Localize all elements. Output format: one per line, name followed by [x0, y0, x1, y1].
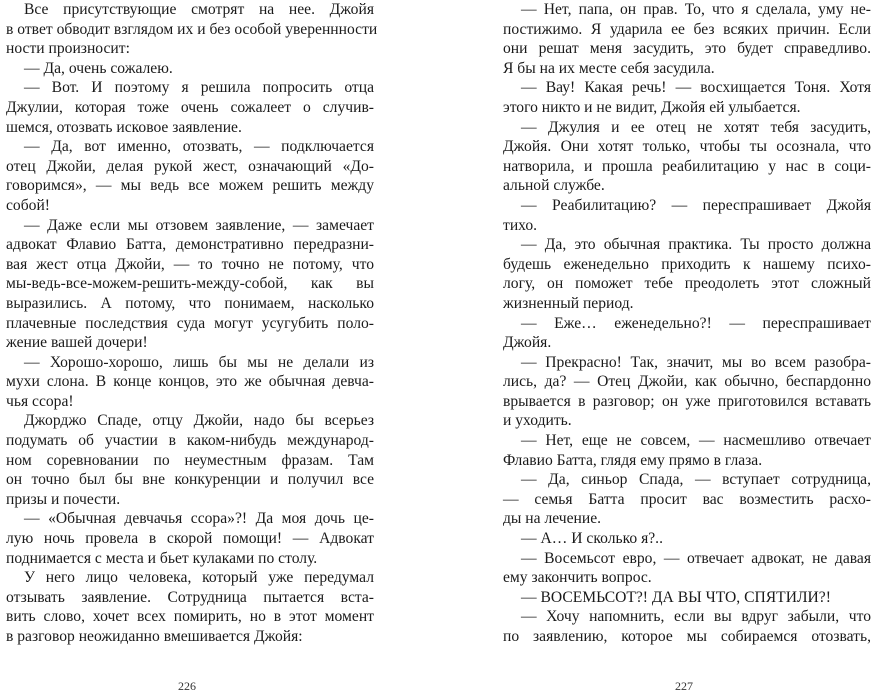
text-line: шемся, отозвать исковое заявление. — [6, 118, 242, 136]
text-line: призы и почести. — [6, 490, 121, 508]
right-page — [503, 0, 871, 695]
text-line: альной службе. — [503, 177, 605, 195]
text-line: — Вау! Какая речь! — восхищается Тоня. Хотя — [521, 79, 871, 97]
text-line: — Восемьсот евро, — отвечает адвокат, не давая — [521, 549, 871, 567]
text-line: тихо. — [503, 216, 538, 234]
text-line: Джойя. — [503, 334, 552, 352]
text-line: ему закончить вопрос. — [503, 569, 652, 587]
text-line: — семья Батта просит вас возместить расхо- — [503, 490, 871, 508]
left-page-text — [6, 0, 378, 647]
text-line: натворила, и прошла реабилитацию у нас в соци- — [503, 157, 871, 175]
text-line: мухи слона. В конце концов, это же обычная девча- — [6, 373, 374, 391]
text-line: адвокат Флавио Батта, демонстративно передразни- — [6, 236, 374, 254]
text-line: лись, да? — Отец Джойи, как обычно, беспардонно — [503, 373, 871, 391]
text-line: — «Обычная девчачья ссора»?! Да моя дочь це- — [24, 510, 374, 528]
text-line: — Нет, еще не совсем, — насмешливо отвечает — [521, 432, 871, 450]
text-line: — Реабилитацию? — переспрашивает Джойя — [521, 196, 871, 214]
page-number-left: 226 — [178, 679, 196, 693]
text-line: — Вот. И поэтому я решила попросить отца — [24, 79, 374, 97]
text-line: лую ночь провела в скорой помощи! — Адвокат — [6, 530, 374, 548]
text-line: — Джулия и ее отец не хотят тебя засудить, — [521, 118, 871, 136]
text-line: — Да, это обычная практика. Ты просто должна — [521, 236, 871, 254]
text-line: в ответ обводит взглядом их и без особой увереннности — [6, 20, 378, 38]
text-line: подумать об участии в каком-нибудь международ- — [6, 432, 374, 450]
text-line: отец Джойи, делая рукой жест, означающий «До- — [6, 157, 374, 175]
text-line: — Хорошо-хорошо, лишь бы мы не делали из — [24, 353, 374, 371]
text-line: чья ссора! — [6, 392, 74, 410]
text-line: Джойя. Они хотят только, чтобы ты осознала, что — [503, 138, 871, 156]
text-line: мы-ведь-все-можем-решить-между-собой, как вы — [6, 275, 374, 293]
text-line: — Да, синьор Спада, — вступает сотрудница, — [521, 471, 871, 489]
text-line: Джорджо Спаде, отцу Джойи, надо бы всерьез — [24, 412, 374, 430]
text-line: они решат меня засудить, это будет справедливо. — [503, 40, 871, 58]
left-page — [6, 0, 378, 695]
text-line: в разговор неожиданно вмешивается Джойя: — [6, 628, 303, 645]
text-line: он точно был бы вне конкуренции и получил все — [6, 471, 374, 489]
text-line: жизненный период. — [503, 294, 634, 312]
page-number-right: 227 — [675, 679, 693, 693]
text-line: будешь еженедельно приходить к нашему психо- — [503, 255, 871, 273]
text-line: Я бы на их месте себя засудила. — [503, 59, 715, 77]
text-line: жение вашей дочери! — [6, 334, 148, 352]
text-line: ном соревновании по неуместным фразам. Там — [6, 451, 374, 469]
text-line: ности произносит: — [6, 40, 130, 58]
text-line: плачевные последствия суда могут усугубить поло- — [6, 314, 374, 332]
text-line: постижимо. Я ударила ее без всяких причин. Если — [503, 20, 871, 38]
text-line: — Да, очень сожалею. — [24, 59, 173, 77]
text-line: — ВОСЕМЬСОТ?! ДА ВЫ ЧТО, СПЯТИЛИ?! — [521, 588, 831, 606]
text-line: — Да, вот именно, отозвать, — подключается — [24, 138, 374, 156]
text-line: по заявлению, которое мы собираемся отозвать, — [503, 628, 871, 645]
text-line: поднимается с места и бьет кулаками по столу. — [6, 549, 318, 567]
text-line: логу, он поможет тебе преодолеть этот сложный — [503, 275, 871, 293]
text-line: — Еже… еженедельно?! — переспрашивает — [521, 314, 871, 332]
text-line: вая жест отца Джойи, — то точно не потому, что — [6, 255, 374, 273]
text-line: собой! — [6, 196, 50, 214]
text-line: вить слово, хочет всех помирить, но в этот момент — [6, 608, 374, 626]
text-line: этого никто и не видит, Джойя ей улыбается. — [503, 98, 801, 116]
text-line: отзывать заявление. Сотрудница пытается вста- — [6, 588, 374, 606]
text-line: — Нет, папа, он прав. То, что я сделала, уму не- — [521, 1, 871, 18]
text-line: говоримся», — мы ведь все можем решить между — [6, 177, 374, 195]
text-line: У него лицо человека, который уже передумал — [24, 569, 374, 587]
text-line: — Прекрасно! Так, значит, мы во всем разобра- — [521, 353, 871, 371]
text-line: и уходить. — [503, 412, 572, 430]
text-line: — Хочу напомнить, если вы вдруг забыли, что — [521, 608, 871, 626]
text-line: — А… И сколько я?.. — [521, 530, 663, 548]
text-line: Джулии, которая тоже очень сожалеет о случив- — [6, 98, 374, 116]
text-line: выразились. А потому, что понимаем, насколько — [6, 294, 374, 312]
text-line: ды на лечение. — [503, 510, 602, 528]
text-line: — Даже если мы отзовем заявление, — замечает — [24, 216, 374, 234]
text-line: врывается в разговор; он уже приготовился вставать — [503, 392, 871, 410]
text-line: Все присутствующие смотрят на нее. Джойя — [24, 1, 374, 18]
text-line: Флавио Батта, глядя ему прямо в глаза. — [503, 451, 763, 469]
right-page-text — [503, 0, 871, 647]
